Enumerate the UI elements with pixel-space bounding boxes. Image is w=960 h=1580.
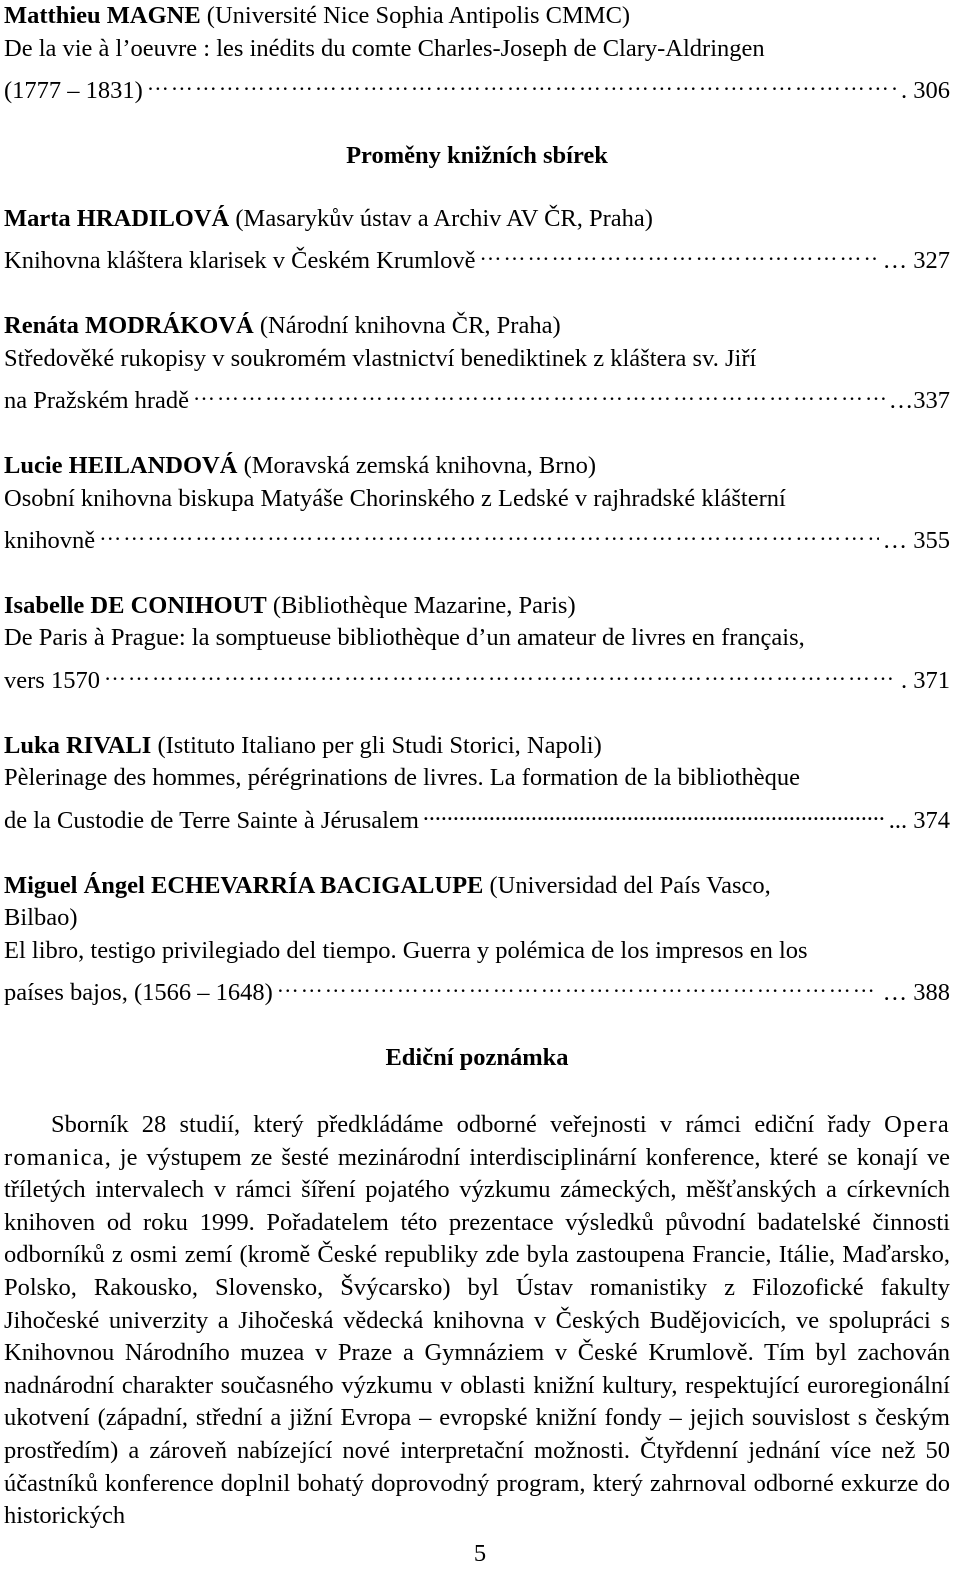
toc-entry (4, 0, 950, 107)
entry-last-line (4, 968, 950, 1010)
toc-entry (4, 203, 950, 278)
entry-author-line (4, 730, 950, 763)
body-paragraph (4, 1109, 950, 1533)
page-ref: … 388 (882, 979, 950, 1007)
entry-title-end: Knihovna kláštera klarisek v Českém Krumlově (4, 246, 476, 274)
section-heading: Proměny knižních sbírek (346, 141, 608, 169)
dot-leader (104, 655, 897, 688)
author-name: Marta HRADILOVÁ (4, 204, 230, 232)
toc-entry (4, 450, 950, 557)
dot-leader (99, 515, 878, 548)
dot-leader (193, 375, 885, 408)
section-heading: Ediční poznámka (385, 1044, 569, 1072)
toc-entry (4, 590, 950, 697)
entry-title-line: De Paris à Prague: la somptueuse bibliothèque d’un amateur de livres en français, (4, 624, 805, 652)
dot-leader (480, 235, 879, 268)
author-affiliation: (Universidad del País Vasco, (489, 871, 771, 899)
page-number: 5 (473, 1540, 487, 1567)
entry-title-end: de la Custodie de Terre Sainte à Jérusalem (4, 806, 419, 834)
page-ref: … 355 (882, 526, 950, 554)
entry-author-line (4, 310, 950, 343)
page-ref: . 371 (901, 666, 950, 694)
document-page (4, 0, 950, 1533)
entry-title-line: Osobní knihovna biskupa Matyáše Chorinského z Ledské v rajhradské klášterní (4, 484, 786, 512)
page-ref: … 327 (882, 246, 950, 274)
entry-author-line (4, 870, 950, 903)
body-text-rest: , je výstupem ze šesté mezinárodní interdisciplinární konference, které se konají ve tříletých intervalech v rámci šíření pojatého výzkumu zámeckých, měšťanských a církevních knihoven od roku 1999. Pořadatelem této prezentace výsledků původní badatelské činnosti odborníků z osmi zemí (kromě České republiky zde byla zastoupena Francie, Itálie, Maďarsko, Polsko, Rakousko, Slovensko, Švýcarsko) byl Ústav romanistiky z Filozofické fakulty Jihočeské univerzity a Jihočeská vědecká knihovna v Českých Budějovicích, ve spolupráci s Knihovnou Národního muzea v Praze a Gymnáziem v České Krumlově. Tím byl zachován nadnárodní charakter současného výzkumu v oblasti knižní kultury, respektující euroregionální ukotvení (západní, střední a jižní Evropa – evropské knižní fondy – jejich souvislost s českým prostředím) a zároveň nabízející nové interpretační možnosti. Čtyřdenní jednání více než 50 účastníků konference doplnil bohatý doprovodný program, který zahrnoval odborné exkurze do historických (4, 1143, 950, 1530)
author-affiliation: (Národní knihovna ČR, Praha) (259, 311, 561, 339)
entry-title-end: vers 1570 (4, 666, 100, 694)
entry-title-end: na Pražském hradě (4, 386, 190, 414)
entry-title-end: knihovně (4, 526, 96, 554)
entry-author-line (4, 203, 950, 236)
body-text-start: Sborník 28 studií, který předkládáme odborné veřejnosti v rámci ediční řady (51, 1110, 871, 1138)
dot-leader (277, 968, 879, 1001)
entry-last-line (4, 795, 950, 837)
entry-title-line: El libro, testigo privilegiado del tiempo. Guerra y polémica de los impresos en los (4, 937, 808, 964)
author-affiliation-cont: Bilbao) (4, 904, 78, 932)
entry-author-line (4, 0, 950, 33)
author-name: Isabelle DE CONIHOUT (4, 591, 267, 619)
entry-title-end: países bajos, (1566 – 1648) (4, 979, 273, 1007)
entry-last-line (4, 375, 950, 417)
toc-entry (4, 870, 950, 1010)
toc-entry (4, 310, 950, 417)
entry-last-line (4, 65, 950, 107)
entry-last-line (4, 655, 950, 697)
page-ref: …337 (888, 386, 950, 414)
page-ref: ... 374 (888, 806, 950, 834)
entry-last-line (4, 235, 950, 277)
author-name: Miguel Ángel ECHEVARRÍA BACIGALUPE (4, 871, 484, 899)
entry-author-line (4, 450, 950, 483)
author-affiliation: (Université Nice Sophia Antipolis CMMC) (206, 2, 631, 29)
author-affiliation: (Bibliothèque Mazarine, Paris) (272, 591, 576, 619)
dot-leader (423, 795, 885, 828)
dot-leader (147, 65, 897, 98)
page-ref: . 306 (901, 76, 950, 104)
author-name: Luka RIVALI (4, 731, 152, 759)
series-name: Opera romanica (4, 1110, 951, 1171)
entry-title-line: Pèlerinage des hommes, pérégrinations de livres. La formation de la bibliothèque (4, 764, 801, 792)
author-name: Lucie HEILANDOVÁ (4, 451, 238, 479)
author-name: Matthieu MAGNE (4, 2, 201, 29)
entry-title-end: (1777 – 1831) (4, 76, 143, 104)
author-name: Renáta MODRÁKOVÁ (4, 311, 254, 339)
toc-entry (4, 730, 950, 837)
entry-title-line: Středověké rukopisy v soukromém vlastnictví benediktinek z kláštera sv. Jiří (4, 344, 757, 372)
author-affiliation: (Moravská zemská knihovna, Brno) (243, 451, 597, 479)
entry-author-line (4, 590, 950, 623)
author-affiliation: (Istituto Italiano per gli Studi Storici, Napoli) (157, 731, 602, 759)
author-affiliation: (Masarykův ústav a Archiv AV ČR, Praha) (235, 204, 653, 232)
entry-last-line (4, 515, 950, 557)
entry-title-line: De la vie à l’oeuvre : les inédits du comte Charles-Joseph de Clary-Aldringen (4, 34, 765, 62)
